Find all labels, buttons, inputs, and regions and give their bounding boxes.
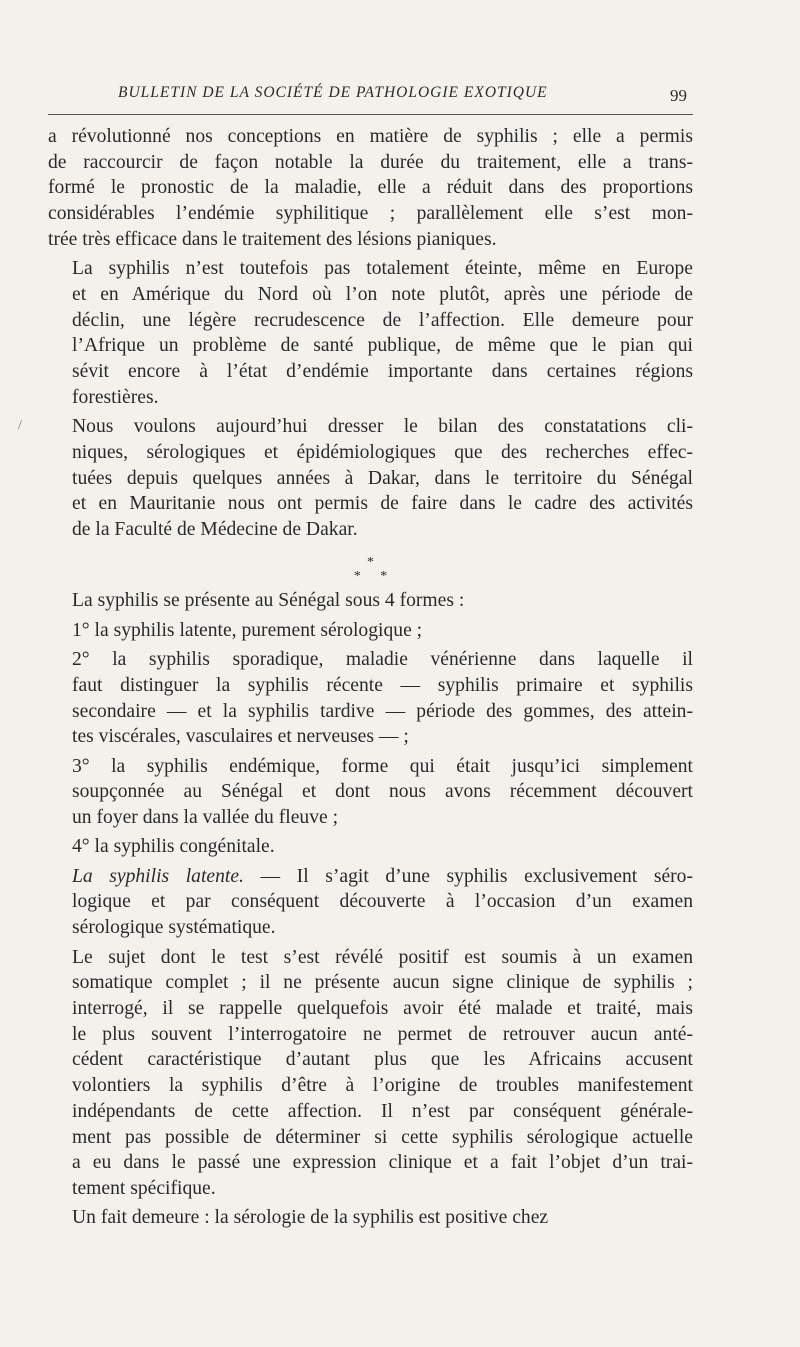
text-line: interrogé, il se rappelle quelquefois avoir été malade et traité, mais xyxy=(72,997,693,1019)
text-line: tement spécifique. xyxy=(72,1177,216,1199)
text-line: le plus souvent l’interrogatoire ne permet de retrouver aucun anté- xyxy=(72,1023,693,1045)
text-line: un foyer dans la vallée du fleuve ; xyxy=(72,807,339,828)
running-title: BULLETIN DE LA SOCIÉTÉ DE PATHOLOGIE EXOTIQUE xyxy=(118,84,548,101)
text-line: cédent caractéristique d’autant plus que les Africains accusent xyxy=(72,1049,693,1071)
text-line: Un fait demeure : la sérologie de la syphilis est positive chez xyxy=(72,1207,549,1229)
text-line: déclin, une légère recrudescence de l’affection. Elle demeure pour xyxy=(72,309,693,331)
text-line: La syphilis se présente au Sénégal sous 4 formes : xyxy=(72,590,465,612)
text-line: sérologique systématique. xyxy=(72,917,276,939)
text-line: forestières. xyxy=(72,386,159,408)
paragraph xyxy=(48,124,693,253)
header-rule xyxy=(48,114,693,115)
text-line: de la Faculté de Médecine de Dakar. xyxy=(72,518,358,540)
paragraph xyxy=(48,1205,693,1231)
paragraph xyxy=(48,647,693,750)
paragraph xyxy=(48,945,693,1202)
text-line: l’Afrique un problème de santé publique, de même que le pian qui xyxy=(72,335,693,357)
text-line: et en Amérique du Nord où l’on note plutôt, après une période de xyxy=(72,283,693,305)
text-line: soupçonnée au Sénégal et dont nous avons récemment découvert xyxy=(72,781,693,803)
paragraph xyxy=(48,834,693,860)
text-line: 4° la syphilis congénitale. xyxy=(72,836,275,858)
intro-section xyxy=(48,124,693,543)
text-line: sévit encore à l’état d’endémie importante dans certaines régions xyxy=(72,361,693,383)
latent-first-line: — Il s’agit d’une syphilis exclusivement séro- xyxy=(243,865,693,887)
text-line: considérables l’endémie syphilitique ; parallèlement elle s’est mon- xyxy=(48,203,693,225)
text-line: Le sujet dont le test s’est révélé positif est soumis à un examen xyxy=(72,946,693,968)
text-line: Nous voulons aujourd’hui dresser le bilan des constatations cli- xyxy=(72,416,693,438)
text-line xyxy=(48,864,693,890)
text-line: a eu dans le passé une expression clinique et a fait l’objet d’un trai- xyxy=(72,1152,693,1174)
separator-star-top: * xyxy=(367,555,374,571)
text-line: trée très efficace dans le traitement des lésions pianiques. xyxy=(48,228,497,250)
forms-section xyxy=(48,588,693,860)
text-line: 1° la syphilis latente, purement sérologique ; xyxy=(72,619,423,641)
text-line: a révolutionné nos conceptions en matière de syphilis ; elle a permis xyxy=(48,126,693,147)
text-line: logique et par conséquent découverte à l’occasion d’un examen xyxy=(72,891,693,913)
paragraph xyxy=(48,618,693,644)
text-line: secondaire — et la syphilis tardive — période des gommes, des attein- xyxy=(72,700,693,722)
text-line: niques, sérologiques et épidémiologiques que des recherches effec- xyxy=(72,441,693,463)
text-line: tes viscérales, vasculaires et nerveuses — ; xyxy=(72,726,409,748)
text-line: indépendants de cette affection. Il n’est par conséquent générale- xyxy=(72,1100,693,1122)
text-line: La syphilis n’est toutefois pas totalement éteinte, même en Europe xyxy=(72,258,693,280)
latent-paragraph xyxy=(48,864,693,941)
paragraph xyxy=(48,754,693,831)
margin-mark: / xyxy=(18,418,22,433)
paragraph xyxy=(48,414,693,543)
details-section xyxy=(48,945,693,1231)
text-line: faut distinguer la syphilis récente — syphilis primaire et syphilis xyxy=(72,674,693,696)
text-line: formé le pronostic de la maladie, elle a réduit dans des proportions xyxy=(48,177,693,199)
text-line: volontiers la syphilis d’être à l’origine de troubles manifestement xyxy=(72,1075,693,1097)
paragraph xyxy=(48,256,693,410)
text-line: de raccourcir de façon notable la durée du traitement, elle a trans- xyxy=(48,151,693,173)
text-line: tuées depuis quelques années à Dakar, dans le territoire du Sénégal xyxy=(72,467,693,489)
page-header xyxy=(48,84,693,114)
page-number: 99 xyxy=(670,86,687,105)
text-line: 2° la syphilis sporadique, maladie vénérienne dans laquelle il xyxy=(72,649,693,671)
latent-title: La syphilis latente. xyxy=(72,865,244,887)
text-line: somatique complet ; il ne présente aucun signe clinique de syphilis ; xyxy=(72,972,693,994)
text-line: et en Mauritanie nous ont permis de faire dans le cadre des activités xyxy=(72,493,693,515)
text-line: ment pas possible de déterminer si cette syphilis sérologique actuelle xyxy=(72,1126,693,1148)
separator-stars-bottom: * * xyxy=(353,569,396,585)
section-separator xyxy=(48,546,693,588)
text-line: 3° la syphilis endémique, forme qui était jusqu’ici simplement xyxy=(72,755,693,777)
paragraph xyxy=(48,588,693,614)
body-text xyxy=(48,124,693,1235)
